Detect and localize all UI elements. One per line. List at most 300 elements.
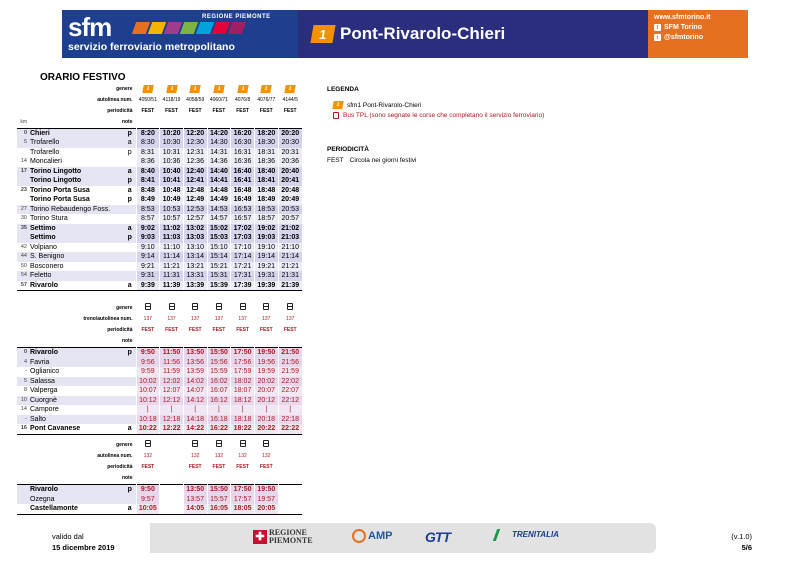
time-cell: 14:41 bbox=[207, 176, 231, 186]
km-cell: 0 bbox=[17, 348, 28, 358]
bus-icon bbox=[240, 440, 246, 447]
bus-icon bbox=[192, 303, 198, 310]
time-cell: 20:30 bbox=[278, 138, 302, 148]
periodicity-label: periodicità bbox=[107, 464, 133, 471]
time-cell: 12:18 bbox=[160, 415, 184, 425]
website-link[interactable]: www.sfmtorino.it bbox=[654, 14, 711, 21]
arr-dep-flag bbox=[124, 377, 136, 387]
km-cell: 5 bbox=[17, 377, 28, 387]
time-cell: 22:12 bbox=[278, 396, 302, 406]
time-cell: 18:36 bbox=[254, 157, 278, 167]
km-cell: 4 bbox=[17, 358, 28, 368]
periodicity-cell: FEST bbox=[254, 463, 278, 474]
sfm-subtitle: servizio ferroviario metropolitano bbox=[68, 41, 235, 53]
genere-label: genere bbox=[116, 85, 133, 92]
station-name: Torino Stura bbox=[30, 215, 68, 222]
valid-from-date: 15 dicembre 2019 bbox=[52, 543, 115, 552]
station-name: Torino Porta Susa bbox=[30, 186, 90, 194]
genere-cell bbox=[136, 84, 160, 95]
station-name: Rivarolo bbox=[28, 485, 124, 495]
timetable-row bbox=[17, 415, 302, 425]
time-cell: 10:07 bbox=[136, 386, 160, 396]
time-cell: 8:30 bbox=[136, 138, 160, 148]
cross-icon: ✚ bbox=[253, 530, 267, 544]
arr-dep-flag bbox=[124, 205, 136, 215]
periodicity-cell bbox=[278, 463, 302, 474]
time-cell: 8:40 bbox=[136, 167, 160, 177]
arr-dep-flag bbox=[124, 415, 136, 425]
train-icon: 1 bbox=[261, 85, 272, 93]
time-cell: 15:56 bbox=[207, 358, 231, 368]
timetable-row bbox=[17, 224, 302, 234]
periodicity-cell: FEST bbox=[254, 326, 278, 337]
time-cell: 17:02 bbox=[231, 224, 255, 234]
time-cell: 12:36 bbox=[183, 157, 207, 167]
time-cell: 8:36 bbox=[136, 157, 160, 167]
arr-dep-flag: p bbox=[127, 196, 132, 203]
note-cell bbox=[160, 337, 184, 348]
note-cell bbox=[183, 337, 207, 348]
time-cell: 12:48 bbox=[183, 186, 207, 196]
periodicity-cell: FEST bbox=[160, 106, 184, 117]
periodicity-cell: FEST bbox=[231, 106, 255, 117]
arr-dep-flag: a bbox=[124, 167, 136, 177]
genere-cell bbox=[183, 440, 207, 452]
periodicity-cell: FEST bbox=[136, 106, 160, 117]
run-number: 4144/5 bbox=[278, 95, 302, 106]
arr-dep-flag: a bbox=[124, 424, 136, 434]
timetable-row bbox=[17, 186, 302, 196]
genere-cell bbox=[160, 84, 184, 95]
km-header-cell bbox=[17, 303, 28, 315]
logo-region-line2: PIEMONTE bbox=[269, 536, 313, 545]
km-cell bbox=[17, 504, 28, 514]
time-cell: 9:14 bbox=[136, 252, 160, 262]
periodicity-label: periodicità bbox=[107, 107, 133, 114]
arr-dep-flag bbox=[124, 386, 136, 396]
time-cell: 20:57 bbox=[278, 214, 302, 224]
page-title: ORARIO FESTIVO bbox=[40, 72, 126, 83]
sfm-logo: sfm bbox=[68, 12, 112, 42]
time-cell: 15:21 bbox=[207, 262, 231, 272]
genere-label: genere bbox=[116, 305, 133, 311]
time-cell: 11:31 bbox=[160, 271, 184, 281]
time-cell: 15:14 bbox=[207, 252, 231, 262]
genere-cell bbox=[160, 440, 184, 452]
timetable-row bbox=[17, 485, 302, 495]
station-name: Moncalieri bbox=[30, 158, 62, 165]
time-cell: 10:36 bbox=[160, 157, 184, 167]
time-cell: 17:03 bbox=[231, 233, 255, 243]
time-cell: 21:03 bbox=[278, 233, 302, 243]
km-cell: - bbox=[17, 415, 28, 425]
run-number: 137 bbox=[207, 315, 231, 326]
time-cell: 19:50 bbox=[254, 348, 278, 358]
color-bar bbox=[228, 22, 246, 34]
time-cell: 10:31 bbox=[160, 148, 184, 158]
km-header-cell bbox=[17, 315, 28, 326]
time-cell: 13:02 bbox=[183, 224, 207, 234]
amp-text: AMP bbox=[368, 529, 393, 542]
time-cell: 22:02 bbox=[278, 377, 302, 387]
timetable-row bbox=[17, 148, 302, 158]
time-cell: 20:02 bbox=[254, 377, 278, 387]
time-cell: 18:07 bbox=[231, 386, 255, 396]
time-cell bbox=[160, 504, 184, 514]
time-cell: 22:18 bbox=[278, 415, 302, 425]
time-cell: 19:10 bbox=[254, 243, 278, 253]
time-cell: 16:05 bbox=[207, 504, 231, 514]
time-cell: 20:36 bbox=[278, 157, 302, 167]
facebook-label: SFM Torino bbox=[664, 24, 702, 31]
time-cell: 15:50 bbox=[207, 348, 231, 358]
arr-dep-flag bbox=[124, 396, 136, 406]
time-cell: 12:12 bbox=[160, 396, 184, 406]
train-icon: 1 bbox=[213, 85, 224, 93]
time-cell: 18:53 bbox=[254, 205, 278, 215]
timetable-row bbox=[17, 396, 302, 406]
periodicity-cell: FEST bbox=[254, 106, 278, 117]
logo-region-line1: REGIONE bbox=[269, 528, 307, 537]
time-cell: 16:57 bbox=[231, 214, 255, 224]
time-cell: 16:36 bbox=[231, 157, 255, 167]
time-cell: 10:57 bbox=[160, 214, 184, 224]
time-cell: 18:12 bbox=[231, 396, 255, 406]
station-name: S. Benigno bbox=[28, 252, 124, 262]
periodicity-cell: FEST bbox=[231, 326, 255, 337]
genere-label: genere bbox=[116, 442, 133, 448]
km-cell: 14 bbox=[20, 406, 27, 412]
time-cell: 12:02 bbox=[160, 377, 184, 387]
train-icon: 1 bbox=[190, 85, 201, 93]
number-label: treno/autolinea num. bbox=[83, 316, 133, 323]
genere-cell bbox=[207, 303, 231, 315]
time-cell: 20:49 bbox=[278, 195, 302, 205]
time-cell: 18:02 bbox=[231, 377, 255, 387]
twitter-link[interactable] bbox=[654, 34, 742, 41]
timetable-row bbox=[17, 504, 302, 514]
time-cell: 13:39 bbox=[183, 281, 207, 291]
periodicity-cell: FEST bbox=[207, 326, 231, 337]
sfm-color-bars bbox=[134, 22, 244, 34]
km-cell: 57 bbox=[17, 281, 28, 291]
time-cell: 20:41 bbox=[278, 176, 302, 186]
km-cell: 10 bbox=[17, 396, 28, 406]
timetable-row bbox=[17, 377, 302, 387]
note-label: note bbox=[121, 118, 133, 125]
time-cell: 10:20 bbox=[160, 128, 184, 138]
time-cell: 17:14 bbox=[231, 252, 255, 262]
run-number: 132 bbox=[136, 452, 160, 463]
arr-dep-flag: a bbox=[124, 224, 136, 234]
time-cell: 21:02 bbox=[278, 224, 302, 234]
time-cell: 17:50 bbox=[231, 485, 255, 495]
time-cell: 10:05 bbox=[136, 504, 160, 514]
time-cell: 14:40 bbox=[207, 167, 231, 177]
time-cell: 15:02 bbox=[207, 224, 231, 234]
time-cell: | bbox=[207, 405, 231, 415]
time-cell: 17:39 bbox=[231, 281, 255, 291]
facebook-link[interactable] bbox=[654, 24, 742, 31]
time-cell: 8:20 bbox=[136, 128, 160, 138]
line-badge: 1 bbox=[310, 25, 335, 43]
km-cell: 17 bbox=[17, 167, 28, 177]
time-cell: 18:48 bbox=[254, 186, 278, 196]
station-name: Valperga bbox=[30, 387, 58, 394]
time-cell: 15:50 bbox=[207, 485, 231, 495]
time-cell: 10:22 bbox=[136, 424, 160, 434]
time-cell: 18:41 bbox=[254, 176, 278, 186]
periodicity-row bbox=[327, 157, 416, 164]
time-cell: 19:21 bbox=[254, 262, 278, 272]
time-cell: 11:59 bbox=[160, 367, 184, 377]
station-name: Torino Lingotto bbox=[28, 176, 124, 186]
time-cell: 21:14 bbox=[278, 252, 302, 262]
time-cell: 16:31 bbox=[231, 148, 255, 158]
time-cell: 16:41 bbox=[231, 176, 255, 186]
time-cell: 19:59 bbox=[254, 367, 278, 377]
time-cell bbox=[278, 485, 302, 495]
time-cell: 13:50 bbox=[183, 348, 207, 358]
km-header-cell bbox=[17, 463, 28, 474]
time-cell: | bbox=[183, 405, 207, 415]
note-cell bbox=[254, 474, 278, 485]
legend bbox=[327, 86, 544, 122]
time-cell: 20:53 bbox=[278, 205, 302, 215]
km-cell: 50 bbox=[20, 262, 27, 269]
time-cell: 10:53 bbox=[160, 205, 184, 215]
km-cell: 8 bbox=[23, 387, 27, 393]
number-label: autolinea num. bbox=[97, 96, 133, 103]
run-number: 4076/77 bbox=[254, 95, 278, 106]
station-name: Trofarello bbox=[28, 138, 124, 148]
station-name: Campore bbox=[30, 406, 59, 413]
run-number: 4058/59 bbox=[183, 95, 207, 106]
km-header-cell bbox=[17, 452, 28, 463]
arr-dep-flag: p bbox=[124, 233, 136, 243]
km-label bbox=[17, 474, 28, 485]
time-cell: 11:56 bbox=[160, 358, 184, 368]
genere-cell bbox=[254, 84, 278, 95]
time-cell: 16:30 bbox=[231, 138, 255, 148]
time-cell: 19:02 bbox=[254, 224, 278, 234]
time-cell: 10:12 bbox=[136, 396, 160, 406]
arr-dep-flag bbox=[124, 214, 136, 224]
timetable-row bbox=[17, 405, 302, 415]
periodicity-cell: FEST bbox=[183, 106, 207, 117]
periodicity-cell: FEST bbox=[160, 326, 184, 337]
station-name: Cuorgnè bbox=[28, 396, 124, 406]
time-cell: 16:02 bbox=[207, 377, 231, 387]
time-cell: 21:10 bbox=[278, 243, 302, 253]
bus-icon bbox=[333, 112, 339, 119]
arr-dep-flag: a bbox=[124, 504, 136, 514]
km-cell: 35 bbox=[17, 224, 28, 234]
time-cell: 10:48 bbox=[160, 186, 184, 196]
time-cell: 9:31 bbox=[136, 271, 160, 281]
station-name: Volpiano bbox=[30, 243, 57, 251]
time-cell: 13:56 bbox=[183, 358, 207, 368]
time-cell: 10:49 bbox=[160, 195, 184, 205]
time-cell: 14:30 bbox=[207, 138, 231, 148]
time-cell: 16:12 bbox=[207, 396, 231, 406]
arr-dep-flag: p bbox=[124, 176, 136, 186]
time-cell: 15:39 bbox=[207, 281, 231, 291]
timetable-row bbox=[17, 386, 302, 396]
km-cell: 23 bbox=[20, 186, 27, 193]
timetable-row bbox=[17, 195, 302, 205]
time-cell: 18:40 bbox=[254, 167, 278, 177]
time-cell: 9:56 bbox=[136, 358, 160, 368]
time-cell: 9:21 bbox=[136, 262, 160, 272]
sfm-logo-block bbox=[62, 10, 298, 58]
arr-dep-flag: a bbox=[127, 186, 132, 194]
legend-bus bbox=[327, 112, 544, 119]
run-number: 137 bbox=[136, 315, 160, 326]
time-cell: 18:18 bbox=[231, 415, 255, 425]
time-cell: 21:39 bbox=[278, 281, 302, 291]
station-name: Torino Porta Susa bbox=[30, 196, 90, 203]
time-cell: | bbox=[160, 405, 184, 415]
time-cell: 21:21 bbox=[278, 262, 302, 272]
time-cell: 13:10 bbox=[183, 243, 207, 253]
periodicity-cell bbox=[160, 463, 184, 474]
time-cell: 16:07 bbox=[207, 386, 231, 396]
page-number: 5/6 bbox=[741, 543, 752, 552]
km-cell: 30 bbox=[20, 215, 27, 221]
station-name: Settimo bbox=[28, 233, 124, 243]
time-cell: 16:48 bbox=[231, 186, 255, 196]
periodicity-cell: FEST bbox=[183, 326, 207, 337]
time-cell: 14:48 bbox=[207, 186, 231, 196]
note-cell bbox=[278, 474, 302, 485]
genere-cell bbox=[254, 303, 278, 315]
time-cell: 22:22 bbox=[278, 424, 302, 434]
station-name: Salto bbox=[28, 415, 124, 425]
time-cell: 14:31 bbox=[207, 148, 231, 158]
run-number: 132 bbox=[207, 452, 231, 463]
time-cell: 14:07 bbox=[183, 386, 207, 396]
time-cell: 13:14 bbox=[183, 252, 207, 262]
note-label: note bbox=[121, 475, 133, 481]
km-cell: 44 bbox=[17, 252, 28, 262]
time-cell: 13:50 bbox=[183, 485, 207, 495]
genere-cell bbox=[231, 84, 255, 95]
run-number: 4050/51 bbox=[136, 95, 160, 106]
periodicity-cell: FEST bbox=[207, 106, 231, 117]
time-cell: 17:50 bbox=[231, 348, 255, 358]
trenitalia-mark-icon bbox=[493, 529, 511, 541]
time-cell: 14:18 bbox=[183, 415, 207, 425]
time-cell: 19:03 bbox=[254, 233, 278, 243]
time-cell: 9:59 bbox=[136, 367, 160, 377]
time-cell: 19:56 bbox=[254, 358, 278, 368]
time-cell bbox=[278, 504, 302, 514]
note-cell bbox=[231, 117, 255, 128]
bus-icon bbox=[192, 440, 198, 447]
time-cell: 12:07 bbox=[160, 386, 184, 396]
note-cell bbox=[207, 474, 231, 485]
time-cell: 9:03 bbox=[136, 233, 160, 243]
time-cell: 11:21 bbox=[160, 262, 184, 272]
note-cell bbox=[207, 337, 231, 348]
km-cell bbox=[17, 233, 28, 243]
time-cell: 18:49 bbox=[254, 195, 278, 205]
note-cell bbox=[231, 474, 255, 485]
time-cell: 15:31 bbox=[207, 271, 231, 281]
genere-cell bbox=[207, 84, 231, 95]
time-cell: | bbox=[231, 405, 255, 415]
km-cell bbox=[17, 495, 28, 505]
time-cell: 9:39 bbox=[136, 281, 160, 291]
time-cell: 8:57 bbox=[136, 214, 160, 224]
arr-dep-flag bbox=[124, 271, 136, 281]
periodicity-desc: Circola nei giorni festivi bbox=[349, 157, 417, 164]
periodicity-cell: FEST bbox=[207, 463, 231, 474]
time-cell: 17:56 bbox=[231, 358, 255, 368]
periodicity-cell: FEST bbox=[278, 326, 302, 337]
time-cell: | bbox=[136, 405, 160, 415]
amp-swirl-icon bbox=[352, 529, 366, 543]
arr-dep-flag bbox=[124, 405, 136, 415]
periodicity-label: periodicità bbox=[107, 327, 133, 334]
time-cell: 11:10 bbox=[160, 243, 184, 253]
train-icon: 1 bbox=[166, 85, 177, 93]
page-header bbox=[62, 10, 748, 58]
periodicity-code: FEST bbox=[327, 157, 344, 164]
time-cell: 14:36 bbox=[207, 157, 231, 167]
time-cell: 18:05 bbox=[231, 504, 255, 514]
bus-icon bbox=[263, 440, 269, 447]
run-number: 137 bbox=[160, 315, 184, 326]
km-cell: 14 bbox=[20, 158, 27, 164]
note-cell bbox=[254, 337, 278, 348]
timetable-row bbox=[17, 138, 302, 148]
station-name: Ozegna bbox=[28, 495, 124, 505]
km-cell bbox=[17, 148, 28, 158]
time-cell: 8:41 bbox=[136, 176, 160, 186]
km-label: km bbox=[20, 118, 27, 125]
time-cell: 20:31 bbox=[278, 148, 302, 158]
run-number: 4118/19 bbox=[160, 95, 184, 106]
timetable-row bbox=[17, 233, 302, 243]
time-cell: 9:50 bbox=[136, 485, 160, 495]
time-cell: 12:30 bbox=[183, 138, 207, 148]
bus-icon bbox=[263, 303, 269, 310]
time-cell: 11:14 bbox=[160, 252, 184, 262]
time-cell bbox=[278, 495, 302, 505]
time-cell: 20:20 bbox=[278, 128, 302, 138]
time-cell: 14:02 bbox=[183, 377, 207, 387]
station-name: Rivarolo bbox=[28, 348, 124, 358]
note-cell bbox=[136, 337, 160, 348]
bus-icon bbox=[287, 303, 293, 310]
periodicity-cell: FEST bbox=[136, 326, 160, 337]
genere-cell bbox=[254, 440, 278, 452]
time-cell: 14:05 bbox=[183, 504, 207, 514]
genere-cell bbox=[231, 440, 255, 452]
time-cell: 8:53 bbox=[136, 205, 160, 215]
region-label: REGIONE PIEMONTE bbox=[202, 14, 271, 20]
km-cell: 27 bbox=[17, 205, 28, 215]
arr-dep-flag: p bbox=[124, 348, 136, 358]
trenitalia-logo bbox=[495, 529, 559, 541]
km-cell bbox=[17, 195, 28, 205]
time-cell: 9:10 bbox=[136, 243, 160, 253]
timetable-row bbox=[17, 358, 302, 368]
time-cell: 18:20 bbox=[254, 128, 278, 138]
genere-cell bbox=[183, 303, 207, 315]
